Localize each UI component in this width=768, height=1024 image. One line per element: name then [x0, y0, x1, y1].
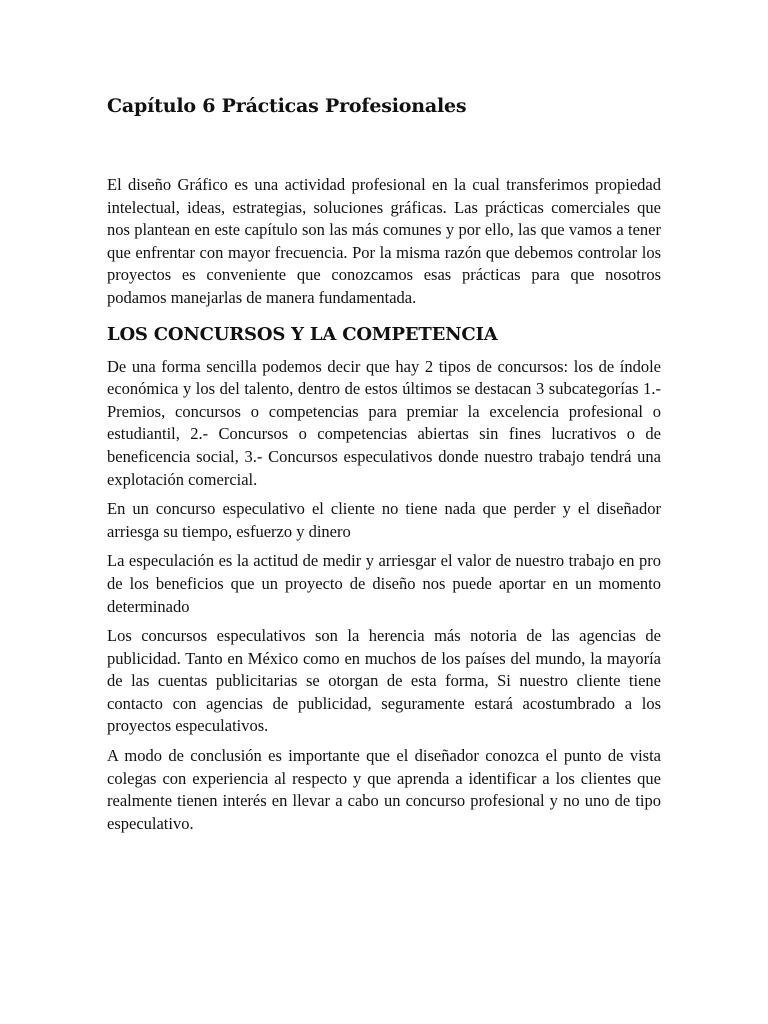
body-paragraph: De una forma sencilla podemos decir que hay 2 tipos de concursos: los de índole económica y los del talento, dentro de estos últimos se destacan 3 subcategorías 1.- Premios, concursos o competencias para premiar la excelencia profesional o estudiantil, 2.- Concursos o competencias abiertas sin fines lucrativos o de beneficencia social, 3.- Concursos especulativos donde nuestro trabajo tendrá una explotación comercial.	[107, 356, 661, 489]
section-title: LOS CONCURSOS Y LA COMPETENCIA	[107, 323, 498, 345]
body-paragraph: A modo de conclusión es importante que el diseñador conozca el punto de vista colegas con experiencia al respecto y que aprenda a identificar a los clientes que realmente tienen interés en llevar a cabo un concurso profesional y no uno de tipo especulativo.	[107, 746, 661, 833]
body-paragraph: En un concurso especulativo el cliente no tiene nada que perder y el diseñador arriesga su tiempo, esfuerzo y dinero	[107, 499, 661, 541]
document-page	[107, 88, 661, 842]
chapter-title: Capítulo 6 Prácticas Profesionales	[107, 95, 467, 117]
body-paragraph: La especulación es la actitud de medir y arriesgar el valor de nuestro trabajo en pro de los beneficios que un proyecto de diseño nos puede aportar en un momento determinado	[107, 551, 661, 616]
intro-paragraph: El diseño Gráfico es una actividad profesional en la cual transferimos propiedad intelectual, ideas, estrategias, soluciones gráficas. Las prácticas comerciales que nos plantean en este capítulo son las más comunes y por ello, las que vamos a tener que enfrentar con mayor frecuencia. Por la misma razón que debemos controlar los proyectos es conveniente que conozcamos esas prácticas para que nosotros podamos manejarlas de manera fundamentada.	[107, 175, 661, 307]
body-paragraph: Los concursos especulativos son la herencia más notoria de las agencias de publicidad. Tanto en México como en muchos de los países del mundo, la mayoría de las cuentas publicitarias se otorgan de esta forma, Si nuestro cliente tiene contacto con agencias de publicidad, seguramente estará acostumbrado a los proyectos especulativos.	[107, 626, 661, 736]
